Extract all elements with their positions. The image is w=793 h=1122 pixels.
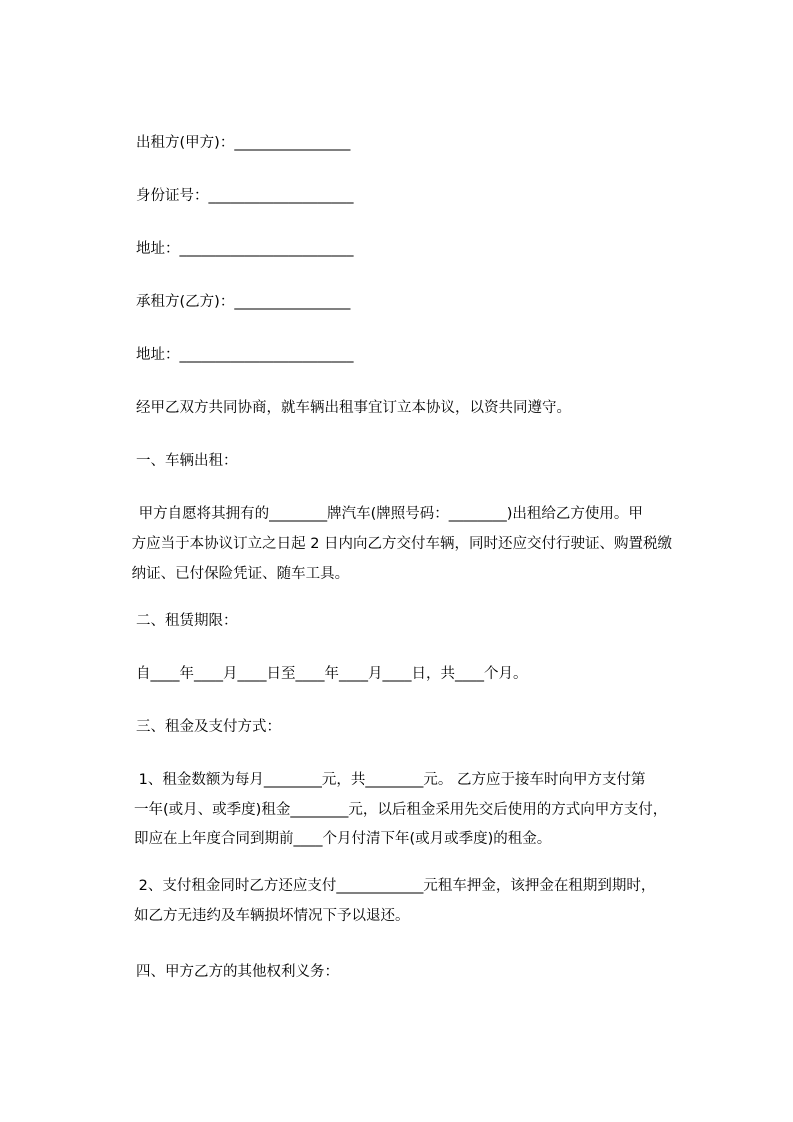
- section3-item2-line: 2、支付租金同时乙方还应支付____________元租车押金，该押金在租期到期时，: [134, 878, 656, 894]
- section2-heading: 二、租赁期限：: [136, 613, 238, 629]
- section1-text-line: 方应当于本协议订立之日起 2 日内向乙方交付车辆，同时还应交付行驶证、购置税缴: [127, 536, 673, 552]
- section2-text: 自____年____月____日至____年____月____日，共____个月。: [136, 666, 528, 682]
- lessor-address-line: 地址：________________________: [136, 241, 354, 257]
- section3-heading: 三、租金及支付方式：: [136, 719, 281, 735]
- lessor-line: 出租方(甲方)：________________: [136, 135, 351, 151]
- section1-heading: 一、车辆出租：: [136, 453, 238, 469]
- lessor-id-line: 身份证号：____________________: [136, 188, 354, 204]
- section1-text-line: 纳证、已付保险凭证、随车工具。: [127, 566, 350, 582]
- intro-paragraph: 经甲乙双方共同协商，就车辆出租事宜订立本协议，以资共同遵守。: [136, 400, 571, 416]
- lessee-line: 承租方(乙方)：________________: [136, 294, 351, 310]
- section4-heading: 四、甲方乙方的其他权利义务：: [136, 964, 339, 980]
- section1-text-line: 甲方自愿将其拥有的________牌汽车(牌照号码：________)出租给乙方使用。甲: [134, 506, 643, 522]
- section3-item1-line: 一年(或月、或季度)租金________元，以后租金采用先交后使用的方式向甲方支付，: [134, 802, 668, 818]
- section3-item1-line: 即应在上年度合同到期前____个月付清下年(或月或季度)的租金。: [134, 831, 552, 847]
- lessee-address-line: 地址：________________________: [136, 347, 354, 363]
- section3-item1-line: 1、租金数额为每月________元，共________元。 乙方应于接车时向甲方支付第: [134, 772, 646, 788]
- section3-item2-line: 如乙方无违约及车辆损坏情况下予以退还。: [134, 908, 410, 924]
